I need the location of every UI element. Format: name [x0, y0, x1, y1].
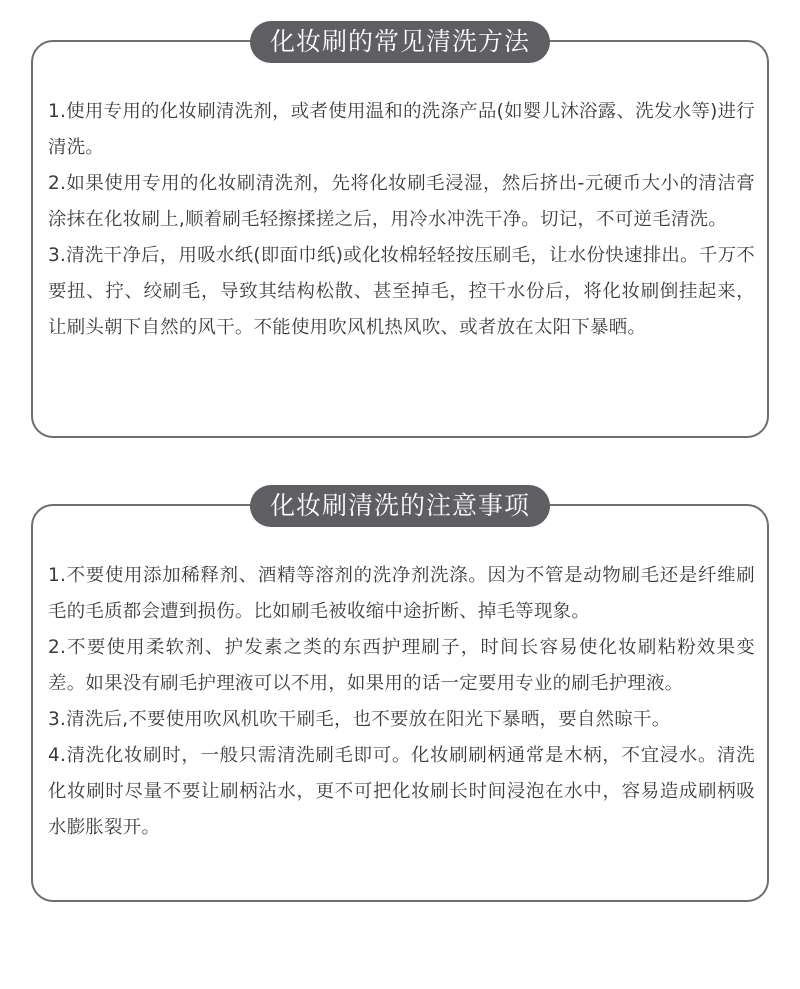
- cleaning-precautions-title: 化妆刷清洗的注意事项: [250, 485, 550, 527]
- cleaning-precautions-panel: [31, 491, 769, 902]
- cleaning-methods-title: 化妆刷的常见清洗方法: [250, 21, 550, 63]
- precaution-item-4: 4.清洗化妆刷时，一般只需清洗刷毛即可。化妆刷刷柄通常是木柄，不宜浸水。清洗化妆刷时尽量不要让刷柄沾水，更不可把化妆刷长时间浸泡在水中，容易造成刷柄吸水膨胀裂开。: [48, 745, 755, 838]
- cleaning-methods-panel: [31, 27, 769, 438]
- cleaning-method-item-3: 3.清洗干净后，用吸水纸(即面巾纸)或化妆棉轻轻按压刷毛，让水份快速排出。千万不要扭、拧、绞刷毛，导致其结构松散、甚至掉毛，控干水份后，将化妆刷倒挂起来，让刷头朝下自然的风干。不能使用吹风机热风吹、或者放在太阳下暴晒。: [48, 245, 755, 338]
- precaution-item-2: 2.不要使用柔软剂、护发素之类的东西护理刷子，时间长容易使化妆刷粘粉效果变差。如果没有刷毛护理液可以不用，如果用的话一定要用专业的刷毛护理液。: [48, 637, 755, 694]
- cleaning-method-item-2: 2.如果使用专用的化妆刷清洗剂，先将化妆刷毛浸湿，然后挤出-元硬币大小的清洁膏涂抹在化妆刷上,顺着刷毛轻擦揉搓之后，用冷水冲洗干净。切记，不可逆毛清洗。: [48, 173, 755, 230]
- cleaning-methods-text: [48, 94, 755, 346]
- precaution-item-3: 3.清洗后,不要使用吹风机吹干刷毛，也不要放在阳光下暴晒，要自然晾干。: [48, 709, 671, 730]
- cleaning-method-item-1: 1.使用专用的化妆刷清洗剂，或者使用温和的洗涤产品(如婴儿沐浴露、洗发水等)进行清洗。: [48, 101, 755, 158]
- cleaning-precautions-text: [48, 558, 755, 846]
- precaution-item-1: 1.不要使用添加稀释剂、酒精等溶剂的洗净剂洗涤。因为不管是动物刷毛还是纤维刷毛的毛质都会遭到损伤。比如刷毛被收缩中途折断、掉毛等现象。: [48, 565, 755, 622]
